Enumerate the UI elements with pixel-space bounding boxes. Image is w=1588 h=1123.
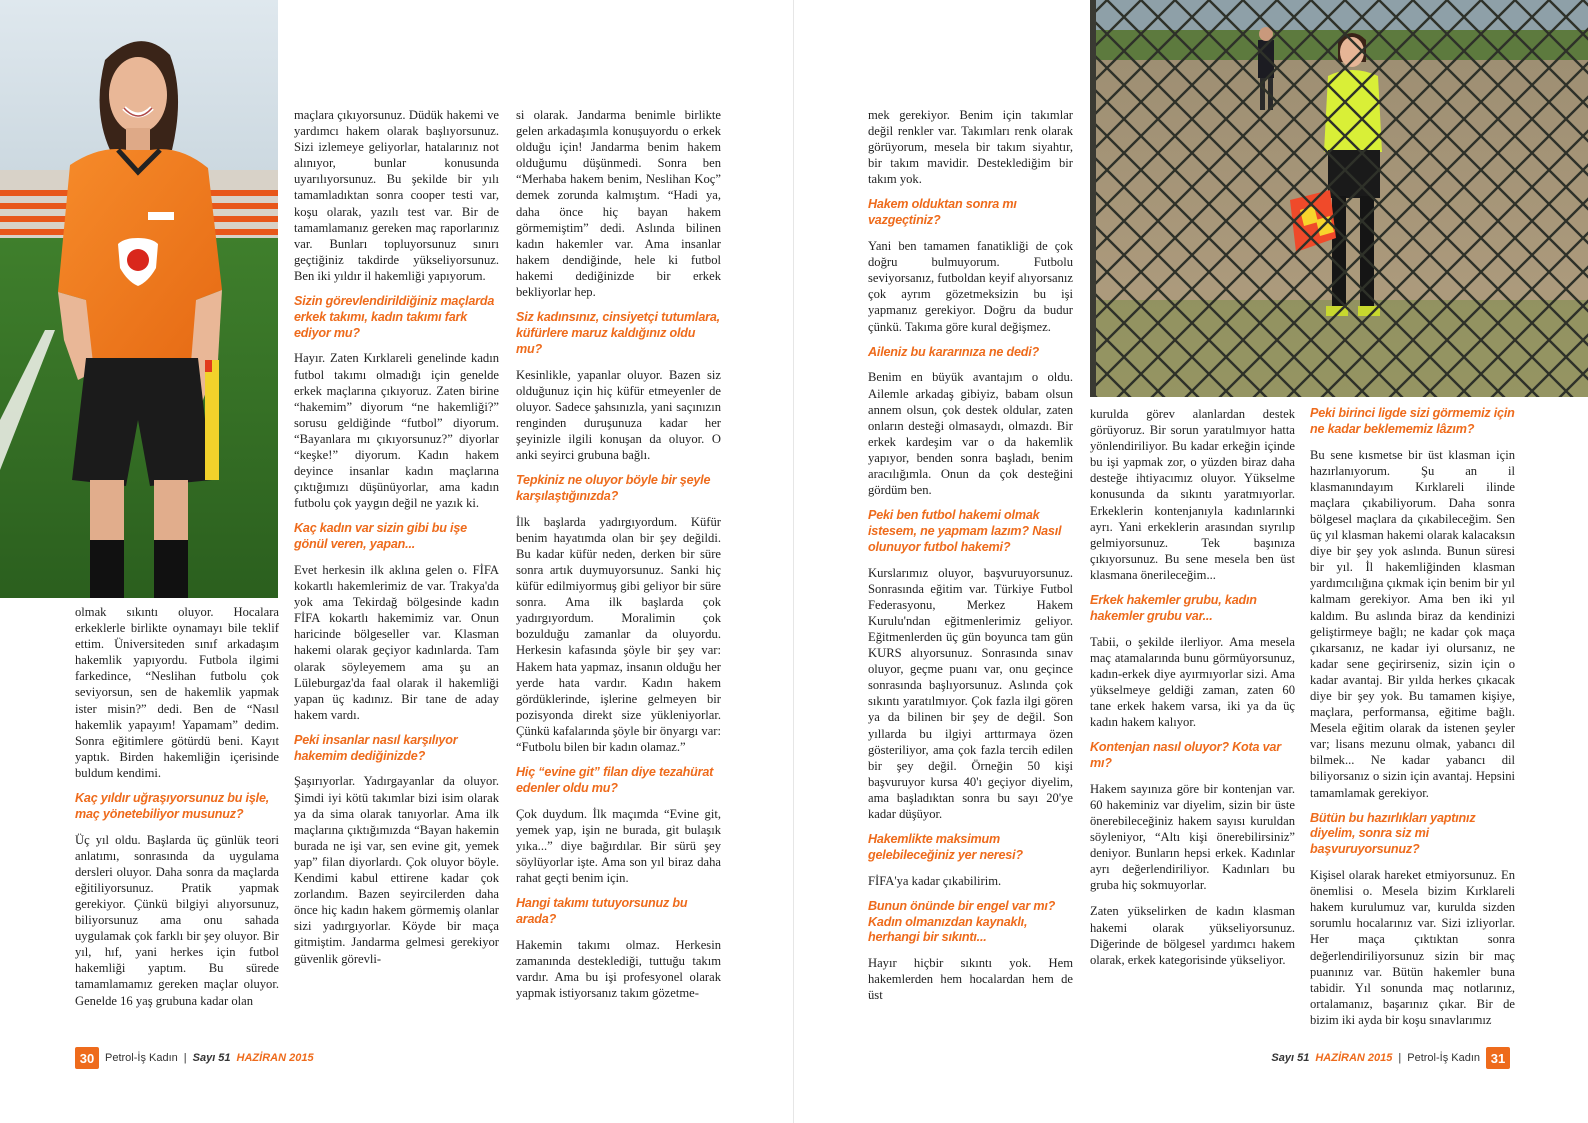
footer-right <box>1271 1046 1510 1070</box>
paragraph: maçlara çıkıyorsunuz. Düdük hakemi ve yardımcı hakem olarak başlıyorsunuz. Sizi izlemeye geliyorlar, hatalarınız not alınıyor, bunlar konusunda uyarılıyorsunuz. Bu şekilde bir yılı tamamladıktan sonra cooper testi var, koşu olarak, yazılı test var. Bir de tamamlamanız gereken maç raporlarınız var. Bunları topluyorsunuz sınırı geçtiğiniz takdirde yükseliyorsunuz. Ben iki yıldır il hakemliği yapıyorum. <box>294 108 499 283</box>
text-column-6 <box>1310 406 1515 1038</box>
paragraph: kurulda görev alanlardan destek görüyoruz. Bir sorun yaratılmıyor hatta yönlendiriliyor. Bu kadar erkeğin içinde bu işi yapmak zor, o yüzden biraz daha desteğe ihtiyacımız oluyor. Yükselme konusunda da sıkıntı yaratmıyorlar. Erkeklerin kontenjanıyla kadınlarınki ayrı. Yani erkeklerin arasından sıyrılıp gelmiyorsunuz. Tek başınıza çıkıyorsunuz. Bu sene mesela ben üst klasmana önerileceğim... <box>1090 407 1295 582</box>
text-column-1 <box>75 604 279 1019</box>
interview-question: Bütün bu hazırlıkları yaptınız diyelim, sonra siz mi başvuruyorsunuz? <box>1310 810 1476 857</box>
referee-portrait-photo <box>0 0 278 598</box>
magazine-name: Petrol-İş Kadın <box>105 1052 178 1064</box>
interview-question: Bunun önünde bir engel var mı? Kadın olmanızdan kaynaklı, herhangi bir sıkıntı... <box>868 898 1056 945</box>
interview-question: Peki insanlar nasıl karşılıyor hakemim dediğinizde? <box>294 732 458 763</box>
interview-question: Peki ben futbol hakemi olmak istesem, ne yapmam lazım? Nasıl olunuyor futbol hakemi? <box>868 508 1062 554</box>
interview-question: Peki birinci ligde sizi görmemiz için ne kadar beklememiz lâzım? <box>1310 406 1515 436</box>
paragraph: Kesinlikle, yapanlar oluyor. Bazen siz olduğunuz için hiç küfür etmeyenler de oluyor. Sadece şahsınızla, yani saçınızın renginden duruşunuza kadar her şeyinizle ilgili konuşan da oluyor. O anki seyirci grubuna bağlı. <box>516 367 721 462</box>
paragraph: Zaten yükselirken de kadın klasman hakemi olarak yükseliyorsunuz. Diğerinde de bölgesel yardımcı hakem olarak, erkek kategorisinde yükseliyor. <box>1090 904 1295 967</box>
paragraph: Benim en büyük avantajım o oldu. Ailemle arkadaş gibiyiz, babam olsun annem olsun, çok destek oldular, zaten onların desteği olmasaydı, olmazdı. Bir erkek kardeşim var o da hakemlik yapıyor, benden sonra başladı, benim aracılığımla. Onun da çok desteğini gördüm ben. <box>868 370 1073 498</box>
interview-question: Tepkiniz ne oluyor böyle bir şeyle karşılaştığınızda? <box>516 473 711 503</box>
page-gutter <box>793 0 794 1123</box>
interview-question: Kontenjan nasıl oluyor? Kota var mı? <box>1090 740 1281 770</box>
text-column-5 <box>1090 406 1295 978</box>
interview-question: Kaç kadın var sizin gibi bu işe gönül veren, yapan... <box>294 521 467 552</box>
magazine-name: Petrol-İş Kadın <box>1407 1052 1480 1064</box>
page-number: 31 <box>1486 1047 1510 1069</box>
interview-question: Erkek hakemler grubu, kadın hakemler grubu var... <box>1090 593 1257 623</box>
interview-question: Sizin görevlendirildiğiniz maçlarda erkek takımı, kadın takımı fark ediyor mu? <box>294 294 495 340</box>
interview-question: Hakem olduktan sonra mı vazgeçtiniz? <box>868 197 1017 228</box>
paragraph: mek gerekiyor. Benim için takımlar değil renkler var. Takımları renk olarak görüyorum, mesela bir takım siyahtır, bir takım mavidir. Desteklediğim bir takım yok. <box>868 108 1073 187</box>
paragraph: Kişisel olarak hareket etmiyorsunuz. En önemlisi o. Mesela bizim Kırklareli hakem kurulumuz var, kurulda sizden sorumlu hocalarınız var. Sizi izliyorlar. Her maça çıktıktan sonra değerlendiriliyorsunuz sizin bir maç puanınız var. Bütün hakemler buna tabidir. Yıl sonunda maç notlarınız, ortalamanız, başarınız çıkar. Bir de bizim iki ayda bir koşu sınavlarımız <box>1310 868 1515 1027</box>
paragraph: İlk başlarda yadırgıyordum. Küfür benim hayatımda olan bir şey değildi. Bu kadar küfür neden, derken bir süre sonra artık duymuyorsunuz. Sanki hiç küfür edilmiyormuş gibi geliyor bir süre sonra. Ama ilk başlarda çok yadırgıyordum. Moralimin çok bozulduğu zamanlar da oluyordu. Herkesin kafasında şöyle bir şey var: Hakem hata yapmaz, insanın olduğu her yerde hata vardır. Kadın hakem gördüklerinde, işlerine gelmeyen bir pozisyonda direkt size yükleniyorlar. Çünkü kafalarında şöyle bir önyargı var: “Futbolu bilen bir kadın olamaz.” <box>516 514 721 754</box>
paragraph: Kurslarımız oluyor, başvuruyorsunuz. Sonrasında eğitim var. Türkiye Futbol Federasyonu, Merkez Hakem Kurulu'ndan eğitmenlerimiz geliyor. Eğitmenlerden üç gün boyunca tam gün KURS alıyorsunuz. Sonrasında sınav oluyor, geçme puanı var, onu geçince sonrasında başlıyorsunuz. Aslında çok sıkıntı yaratılmıyor. Çok fazla ilgi gören ya da bilinen bir şey de değil. Son yıllarda bu ilgiyi arttırmaya özen gösteriliyor, ama çok fazla tercih edilen bir şey değil. Örneğin 50 kişi başvuruyor kursa 40'ı geçiyor diyelim, ama başladıktan sonra bu sayı 20'ye kadar düşüyor. <box>868 565 1073 821</box>
paragraph: olmak sıkıntı oluyor. Hocalara erkeklerle birlikte oynamayı bile teklif ettim. Üniversiteden sınıf arkadaşım hakemlik yapıyordu. Futbola ilgimi farkedince, “Neslihan futbolu çok seviyorsun, sen de hakemlik yapmak ister misin?” dedi. Ben de “Nasıl hakemlik yapayım! Yapamam” dedim. Sonra eğitimlere götürdü beni. Kayıt yaptık. Birden hakemliğin içerisinde buldum kendimi. <box>75 605 279 780</box>
paragraph: Hakemin takımı olmaz. Herkesin zamanında desteklediği, tuttuğu takım vardır. Ama bu işi profesyonel olarak yapmak istiyorsanız takım gözetme- <box>516 937 721 1001</box>
paragraph: Hayır hiçbir sıkıntı yok. Hem hakemlerden hem hocalardan hem de üst <box>868 956 1073 1003</box>
paragraph: Hayır. Zaten Kırklareli genelinde kadın futbol takımı olmadığı için genelde erkek maçlarına çıkıyoruz. Zaten birine “hakemim” diyorum “ne hakemliği?” sorusu geldiğinde “futbol” diyorum. “Bayanlara mı çıkıyorsunuz?” diyorlar “keşke!” diyorum. Kadın hakem deyince insanlar kadın maçlarına çıktığımızı düşünüyorlar, ama kadın futbolu çok yaygın değil ne yazık ki. <box>294 351 499 511</box>
paragraph: Bu sene kısmetse bir üst klasman için hazırlanıyorum. Şu an il klasmanındayım Kırklareli ilinde maçlara çıkabiliyorum. Daha sonra bölgesel maçlara da çıkabileceğim. Sen üç yıl klasman hakemi olarak kalacaksın diye bir şey yok aslında. Bunun süresi bir yıl. İl hakemliğinden klasman yardımcılığına çıkmak için benim bir yıl kalmam gerekiyor. Ama ben iki yıl kaldım. Bu aslında biraz da kendinizi geliştirmeye bağlı; ne kadar çok maça çıkarsanız, ne kadar iyi olursanız, ne kadar sene geçirirseniz, sizin için o kadar avantaj. Bir yılda herkes çıkacak diye bir şey yok. Bu tamamen kişiye, maçlara, performansa, eğitime bağlı. Mesela eğitim olarak da istenen şeyler var; lisans mezunu olmak, yabancı dil bilmek... Ne kadar yabancı dil biliyorsanız o sizin için avantaj. Hepsini tamamlamak gerekiyor. <box>1310 447 1515 800</box>
interview-question: Hiç “evine git” filan diye tezahürat edenler oldu mu? <box>516 765 714 795</box>
page-number: 30 <box>75 1047 99 1069</box>
text-column-4 <box>868 107 1073 1013</box>
paragraph: Çok duydum. İlk maçımda “Evine git, yemek yap, işin ne burada, git bulaşık yıka...” diye bağırdılar. Bir sürü şey söylüyorlar işte. Ama son yıl biraz daha rahat geçti benim için. <box>516 806 721 886</box>
referee-fence-photo <box>1090 0 1588 397</box>
paragraph: si olarak. Jandarma benimle birlikte gelen arkadaşımla konuşuyordu o erkek olduğu için! Jandarma benim hakem olduğumu düşünmedi. Sonra ben “Merhaba hakem benim, Neslihan Koç” demek zorunda kalmıştım. “Hadi ya, daha önce hiç bayan hakem görmemiştim” dedi. Aslında bilinen kadın hakemler var. Ama insanlar hakem dendiğinde, hele ki futbol hakemi dediğinizde bir erkek bekliyorlar hep. <box>516 108 721 300</box>
footer-separator: | <box>1398 1052 1402 1064</box>
paragraph: Şaşırıyorlar. Yadırgayanlar da oluyor. Şimdi iyi kötü takımlar bizi isim olarak ya da sima olarak tanıyorlar. Ama ilk maçlarına çıktığımızda “Bayan hakemin burada ne işi var, sen evine git, yemek yap” filan diyorlardı. Çok oluyor böyle. Kendimi kabul ettirene kadar çok zorlandım. Bazen seyircilerden daha önce hiç kadın hakem görmemiş olanlar sizi yadırgıyorlar. Köyde bir maça gitmiştim. Jandarma gelmesi gerekiyor güvenlik görevli- <box>294 774 499 966</box>
paragraph: Tabii, o şekilde ilerliyor. Ama mesela maç atamalarında bunu görmüyorsunuz, kadın-erkek diye ayırmıyorlar sizi. Ama yükselmeye geldiği zaman, zaten 60 tane erkek hakem varsa, iki ya da üç kadın hakem kalıyor. <box>1090 634 1295 730</box>
paragraph: Üç yıl oldu. Başlarda üç günlük teori anlatımı, sonrasında da uygulama dersleri oluyor. Daha sonra da maçlarda eğitiliyorsunuz. Pratik yapmak gerekiyor. Çünkü bilgiyi alıyorsunuz, biliyorsunuz ama onu sahada uygulamak çok farklı bir şey oluyor. Bir yıl, hıf, yani herkes için futbol hakemliği yaptım. Bu sürede tamamlamamız gereken maçlar oluyor. Genelde 16 yaş grubuna kadar olan <box>75 832 279 1008</box>
interview-question: Hangi takımı tutuyorsunuz bu arada? <box>516 896 688 926</box>
interview-question: Hakemlikte maksimum gelebileceğiniz yer neresi? <box>868 832 1023 862</box>
issue-month: HAZİRAN 2015 <box>236 1052 314 1064</box>
interview-question: Siz kadınsınız, cinsiyetçi tutumlara, küfürlere maruz kaldığınız oldu mu? <box>516 310 720 356</box>
interview-question: Aileniz bu kararınıza ne dedi? <box>868 344 1040 359</box>
text-column-2 <box>294 107 499 977</box>
paragraph: Evet herkesin ilk aklına gelen o. FİFA kokartlı hakemlerimiz de var. Trakya'da yok ama Tekirdağ bölgesinde kadın FİFA kokartlı hakemimiz var. Onun haricinde bölgeseller var. Klasman hakemi olarak geçiyor kadınlarda. Tam olarak söyleyemem ama şu an Lüleburgaz'da faal olarak il hakemliği yapan üç kadınız. Bir tane de aday hakem vardı. <box>294 562 499 722</box>
issue-month: HAZİRAN 2015 <box>1315 1052 1393 1064</box>
issue-number: Sayı 51 <box>192 1052 231 1064</box>
text-column-3 <box>516 107 721 1011</box>
interview-question: Kaç yıldır uğraşıyorsunuz bu işle, maç yönetebiliyor musunuz? <box>75 791 270 821</box>
paragraph: Hakem sayınıza göre bir kontenjan var. 60 hakeminiz var diyelim, sizin bir üste önerebileceğiniz hakem sayısı kuruldan söyleniyor, “Altı kişi önerebilirsiniz” deniyor. Bunların hepsi erkek. Kadınlar ayrı değerlendiriliyor. Kadınları bu gruba hiç sokmuyorlar. <box>1090 781 1295 893</box>
footer-separator: | <box>183 1052 187 1064</box>
paragraph: FİFA'ya kadar çıkabilirim. <box>868 873 1002 888</box>
footer-left <box>75 1046 314 1070</box>
paragraph: Yani ben tamamen fanatikliği de çok doğru bulmuyorum. Futbolu seviyorsanız, futboldan keyif alıyorsanız çok ayrım gözetmeksizin bu işi yapmanız gerekiyor. Doğru da budur çünkü. Takıma göre kural değişmez. <box>868 239 1073 334</box>
issue-number: Sayı 51 <box>1271 1052 1310 1064</box>
